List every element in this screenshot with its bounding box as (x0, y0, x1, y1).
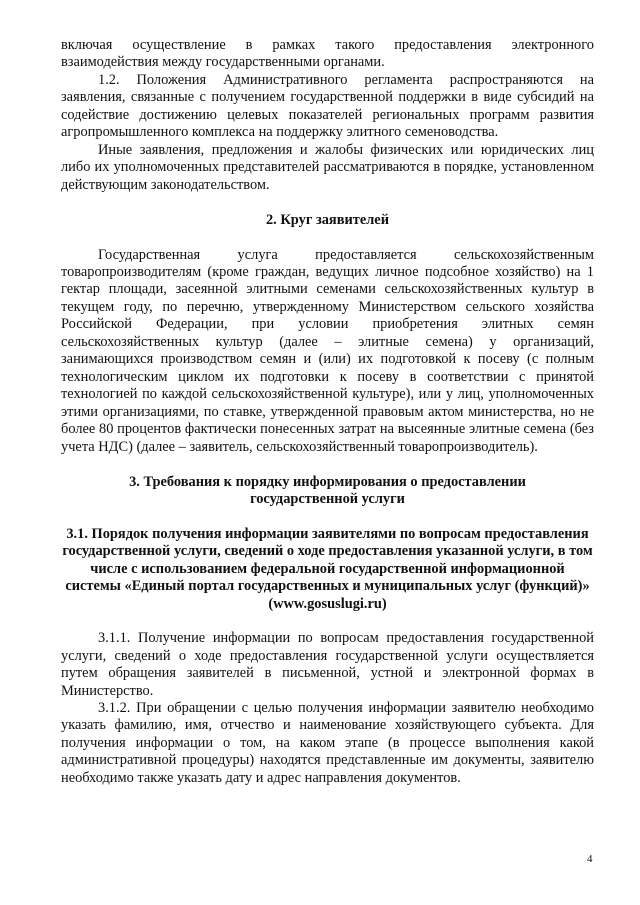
section-3-title: 3. Требования к порядку информирования о предоставлении государственной услуги (129, 473, 526, 508)
section-2-title: 2. Круг заявителей (265, 212, 389, 229)
section-3-1-title: 3.1. Порядок получения информации заявителями по вопросам предоставления государственной услуги, сведений о ходе предоставления указанной услуги, в том числе с использованием федеральной государственной информационной системы «Единый портал государственных и муниципальных услуг (функций)» (www.gosuslugi.ru) (62, 525, 593, 612)
section-2-text: Государственная услуга предоставляется сельскохозяйственным товаропроизводителям (кроме граждан, ведущих личное подсобное хозяйство) на 1 гектар площади, засеянной элитными семенами сельскохозяйственных культур в текущем году, по перечню, утвержденному Министерством сельского хозяйства Российской Федерации, при условии приобретения элитных семян сельскохозяйственных культур (далее – элитные семена) у организаций, занимающихся производством семян и (или) их подготовкой к посеву (с полным технологическим циклом их подготовки к посеву в соответствии с принятой технологией по каждой сельскохозяйственной культуре), или у лиц, уполномоченных этими организациями, по ставке, утвержденной правовым актом министерства, но не более 80 процентов фактически понесенных затрат на высеянные элитные семена (без учета НДС) (далее – заявитель, сельскохозяйственный товаропроизводитель). (61, 246, 594, 455)
paragraph-3-1-2: 3.1.2. При обращении с целью получения информации заявителю необходимо указать фамилию, имя, отчество и наименование хозяйствующего субъекта. Для получения информации о том, на каком этапе (в процессе выполнения какой административной процедуры) находятся представленные им документы, заявителю необходимо также указать дату и адрес направления документов. (61, 699, 594, 786)
paragraph-intro-continuation: включая осуществление в рамках такого предоставления электронного взаимодействия между государственными органами. (61, 37, 594, 71)
document-page (61, 0, 594, 787)
page-number: 4 (587, 853, 593, 865)
paragraph-other-applications: Иные заявления, предложения и жалобы физических или юридических лиц либо их уполномоченных представителей рассматриваются в порядке, установленном действующим законодательством. (61, 141, 594, 193)
paragraph-1-2: 1.2. Положения Административного регламента распространяются на заявления, связанные с получением государственной поддержки в виде субсидий на содействие достижению целевых показателей региональных программ развития агропромышленного комплекса на поддержку элитного семеноводства. (61, 71, 594, 141)
paragraph-3-1-1: 3.1.1. Получение информации по вопросам предоставления государственной услуги, сведений о ходе предоставления государственной услуги осуществляется путем обращения заявителей в письменной, устной и электронной формах в Министерство. (61, 630, 594, 699)
